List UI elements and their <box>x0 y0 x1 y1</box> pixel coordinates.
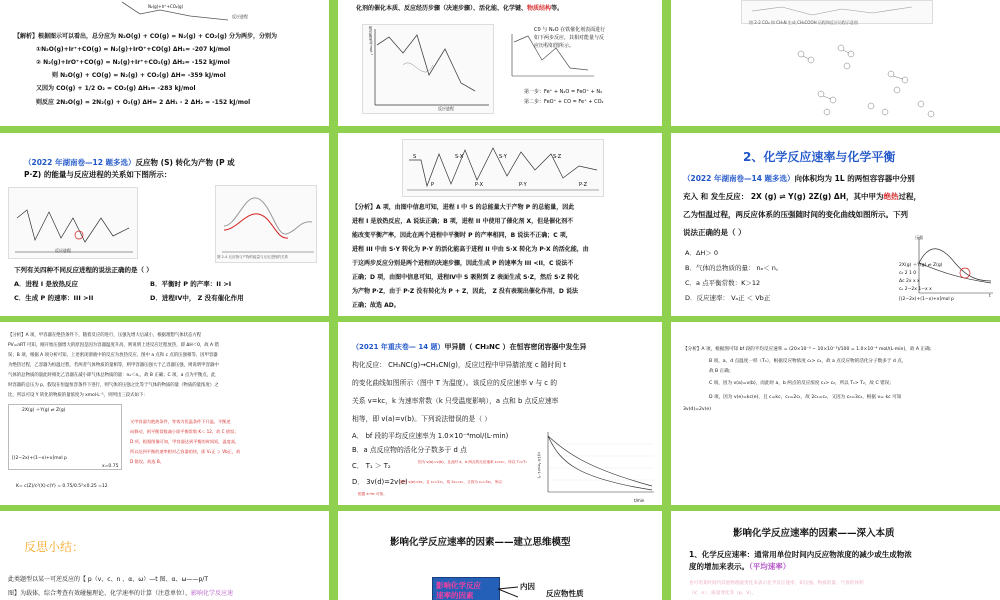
analysis-line-8: 正确；故选 AD。 <box>352 302 400 309</box>
ice-table-row-2: Δc 2x x x <box>899 279 920 284</box>
analysis-line-6: 3v(d)=2v(e) <box>683 407 712 412</box>
analysis-line-6: 时容器的总压为 p，假设在恒温恒容条件下进行，则气体的压强之比等于气体的物质的量（物质的量浓度）之 <box>8 383 219 388</box>
note-line-2: 向移动，则平衡常数减小即平衡常数 K＜ 12，故 C 错误； <box>130 429 239 434</box>
step1-equation: ①N₂O(g)+Ir⁺+CO(g) = N₂(g)+IrO⁺+CO(g) ΔH₁= -207 kJ/mol <box>36 46 231 53</box>
note-line-5: D 错误。故选 B。 <box>130 459 164 464</box>
question-line-2 <box>683 191 921 202</box>
analysis-line-5: 于这两步反应分别是两个进程的决速步骤，因此生成 P 的速率为 III <II，C 说法不 <box>352 260 574 267</box>
analysis-line-2: B 项，a、d 点温度一样（T₁），根据反应物浓度 c₁> c₂，故 a 点反应物的活化分子数多于 d 点， <box>709 359 907 364</box>
connector-lines <box>498 581 518 600</box>
option-b[interactable]: B．a 点反应物的活化分子数多于 d 点 <box>352 446 467 454</box>
equilibrium-constant: K= c(Z)/c²(X)·c(Y) = 0.75/0.5²×0.25 =12 <box>16 484 108 489</box>
factor-box-label: 影响化学反应 速率的因素 <box>436 581 481 600</box>
note-line-3: D 项，根据图像可知，甲容器达到平衡的时间短，温度高， <box>130 439 240 444</box>
internal-factor-label: 内因 <box>520 582 535 591</box>
total-equation: 则 N₂O(g) + CO(g) = N₂(g) + CO₂(g) ΔH= -359 kJ/mol <box>52 72 226 79</box>
pressure-formula: [(2−2x)+(1−x)+x]mol p <box>12 456 67 461</box>
summary-line-2 <box>8 589 233 598</box>
note-line-2: （V、n）、质量变化等（p、V）。 <box>689 591 757 596</box>
note-c: 因为 v(a)=v(b)，且此时 a，b 两点的反应速率 c₁>c₂，所以 T₁>T₂ <box>418 460 527 464</box>
x-axis-label: t <box>989 293 991 298</box>
note-b: 根据 a→b: 可知， <box>358 492 387 496</box>
definition-line-1: 1、化学反应速率：通常用单位时间内反应物浓度的减少或生成物浓 <box>689 550 912 559</box>
question-source: （2022 年湖南卷—12 题多选） <box>24 158 136 167</box>
slide-thumbnail-8[interactable] <box>338 322 662 505</box>
diagram-axis-label: 反应进程 <box>232 14 248 19</box>
analysis-line-6: 正确；D 项，由图中信息可知，进程IV中 S 吸附到 Z 表面生成 S·Z，然后 S·Z 转化 <box>352 274 580 281</box>
average-rate-highlight: （平均速率） <box>749 562 791 571</box>
analysis-line-3: 故 B 正确； <box>709 369 734 374</box>
diagram-top-label: N₂(g)+Ir⁺+CO₂(g) <box>148 4 184 9</box>
option-d[interactable]: D． 3v(d)=2v(e) <box>352 478 408 486</box>
analysis-line-3: 能改变平衡产率，因此在两个进程中平衡时 P 的产率相同，B 说法不正确；C 项， <box>352 232 572 239</box>
species-label: S·Z <box>553 154 562 160</box>
analysis-line-5: 气体的总物质的量此时相比乙容器在减小即气体总物质的量：nₐ＜n꜀，故 B 正确；C 项，a 点为平衡点，此 <box>8 373 216 378</box>
slide-thumbnail-5[interactable] <box>338 133 662 316</box>
species-label: P·Y <box>519 182 527 188</box>
pressure-formula: [(2−2x)+(1−x)+x]mol p <box>899 297 954 302</box>
analysis-line-2: PV=nRT 可知，刚开始压强增大的原因是因为容器温度升高，则说明上述反应过程放热，即 ΔH＜0，故 A 错 <box>8 343 219 348</box>
x-axis-label: 反应进程 <box>438 106 454 111</box>
definition-line-2-text: 度的增加来表示。 <box>689 562 749 571</box>
analysis-line-5: D 项，因为 v(e)=kc(e)，且 c=kc，c₂=2c₁，故 2c₁=c₂，又因为 c₂=3c₂，根据 v= kc 可知 <box>709 395 902 400</box>
energy-process-figure-left <box>8 187 138 259</box>
energy-process-figure-right <box>215 185 317 263</box>
four-process-energy-figure <box>402 139 604 197</box>
ice-table-row-1: c₀ 2 1 0 <box>899 271 917 276</box>
summary-line-1: 此类题型以某一可逆反应的【 p（v、c、n 、α、ω）—t 图、α、ω——p/T <box>8 576 208 583</box>
species-label: S·X <box>455 154 464 160</box>
option-c[interactable]: C．生成 P 的速率：III >II <box>14 294 94 302</box>
note-line-1: 又甲容器为绝热条件，等效为恒温条件下升温，平衡逆 <box>130 419 231 424</box>
question-line-5: 相等，即 v(a)=v(b)。下列说法错误的是（ ） <box>352 415 492 423</box>
option-b[interactable]: B．平衡时 P 的产率：II >I <box>150 280 232 288</box>
question-title-b: 反应物 (S) 转化为产物 (P 或 <box>135 158 235 167</box>
intro-text-a: 化剂的催化本质、反应经历步骤（决速步骤）、活化能、化学键、 <box>356 5 528 12</box>
note-line-4: 所以达到平衡的速率相对乙容器的快，即 Vₐ正 ＞ Vb正，故 <box>130 449 241 454</box>
also-equation: 又因为 CO(g) + 1/2 O₂ = CO₂(g) ΔH₃= -283 kJ/mol <box>36 85 196 92</box>
question-stem: 下列有关四种不同反应进程的说法正确的是（ ） <box>14 266 153 274</box>
question-source: （2021 年重庆卷— 14 题） <box>352 343 445 351</box>
figure-caption: 图 2-2 CO₂ 和 CH₃N 生成 CH₃COOH 历程和反应历程示意图 <box>749 20 858 25</box>
question-line-3: 的变化曲线如图所示（图中 T 为温度）。该反应的反应速率 v 与 c 的 <box>352 379 557 387</box>
question-line-4: 说法正确的是（ ） <box>683 228 746 237</box>
option-a[interactable]: A． bf 段的平均反应速率为 1.0×10⁻⁴mol/(L·min) <box>352 432 509 440</box>
definition-line-2 <box>689 561 790 572</box>
slide-thumbnail-3[interactable] <box>671 0 1000 126</box>
slide-thumbnail-2[interactable] <box>338 0 662 126</box>
summary-title: 反思小结： <box>24 540 85 554</box>
species-label: P <box>431 182 435 188</box>
final-equation: 则反应 2N₂O(g) = 2N₂(g) + O₂(g) ΔH= 2 ΔH₁ - 2 ΔH₂ = -152 kJ/mol <box>36 99 251 106</box>
question-line-1-text: 甲异腈（ CH₃NC ）在恒容密闭容器中发生异 <box>444 343 587 351</box>
question-line-2-text: 充入 和 发生反应： 2X (g) ⇌ Y(g) 2Z(g) ΔH，其中甲为 <box>683 192 884 201</box>
analysis-line-4: C 项，因为 v(a)=v(b)，而此时 a，b 两点的反应浓度 c₁> c₂，所以 T₁> T₂，故 C 错误； <box>709 381 894 386</box>
slide-title: 影响化学反应速率的因素——深入本质 <box>733 528 895 539</box>
step1-text: 第一步：Fe⁺ + N₂O = FeO⁺ + N₂ <box>524 89 603 95</box>
x-value: x=0.75 <box>102 464 119 469</box>
analysis-line-2: 进程 I 是放热反应，A 说法正确；B 项，进程 II 中使用了催化剂 X，但是催化剂不 <box>352 218 574 225</box>
question-line-4: 关系 v=kc，k 为速率常数（k 只受温度影响），a 点和 b 点反应速率 <box>352 397 559 405</box>
analysis-line-7: 比，所以可设 Y 转化的物质的量浓度为 xmol·L⁻¹，则列出三段式如下： <box>8 393 148 398</box>
species-label: S <box>413 154 417 160</box>
slide-thumbnail-11[interactable] <box>338 511 662 600</box>
slide-thumbnail-1[interactable] <box>0 0 329 126</box>
slide-title: 影响化学反应速率的因素——建立思维模型 <box>390 537 571 548</box>
question-line-2-end: 过程， <box>898 192 922 201</box>
slide-thumbnail-7[interactable] <box>0 322 329 505</box>
analysis-text: 【解析】根据图示可以看出，总分应为 N₂O(g) + CO(g) = N₂(g) + CO₂(g) 分为两步，分别为 <box>14 33 277 40</box>
question-source: （2022 年湖南卷—14 题多选） <box>683 174 795 183</box>
option-d[interactable]: D．进程IV中， Z 没有催化作用 <box>150 294 244 302</box>
y-axis-label: 相对能量/kJ·mol⁻¹ <box>369 26 373 56</box>
option-d[interactable]: D．反应速率： Vₐ正 ＜ Vb正 <box>685 294 771 302</box>
note-line-3: 应历程如图所示。 <box>534 43 575 49</box>
species-label: P·Z <box>579 182 588 188</box>
species-label: P·X <box>475 182 484 188</box>
note-line-1: C0 与 N₂O 在铁催化剂表面进行 <box>534 27 606 33</box>
intro-line <box>356 4 563 13</box>
figure-axis-label: 反应进程 <box>55 248 71 253</box>
slide-thumbnail-12[interactable] <box>671 511 1000 600</box>
ice-table-row-3: cₑ 2−2x 1−x x <box>899 287 932 292</box>
option-a[interactable]: A．ΔH＞ 0 <box>685 249 718 257</box>
slide-thumbnail-10[interactable] <box>0 511 329 600</box>
analysis-line-1: 【分析】A 项，甲容器在绝热条件下，随着反应的进行，压强先增大后减小，根据理想气体状态方程 <box>8 333 202 338</box>
x-axis-label: t/min <box>634 498 645 503</box>
analysis-line-1: 【分析】A 项，根据图可知 bf 段的平均反应速率 = (20×10⁻³ − 10×10⁻³)/100 = 1.0×10⁻⁴ mol/(L·min)，故 A 正确； <box>683 347 935 352</box>
note-line-1: 也可用某时间内其他物理量变化来表示化学反应速率，如压强、物质的量、气体的体积 <box>689 581 864 586</box>
slide-thumbnail-6[interactable] <box>671 133 1000 316</box>
question-title <box>24 157 235 168</box>
option-a[interactable]: A．进程 I 是放热反应 <box>14 280 78 288</box>
figure-caption: 图 2-4 反应物与产物的能量与反应进程的关系 <box>217 255 288 259</box>
intro-text-highlight: 物质结构 <box>527 5 552 12</box>
adiabatic-highlight: 绝热 <box>883 192 899 201</box>
option-b[interactable]: B．气体的总物质的量： nₐ＜ n꜀ <box>685 264 779 272</box>
question-line-1-text: 向体积均为 1L 的两恒容容器中分别 <box>794 174 915 183</box>
option-c[interactable]: C． T₁ ＞ T₂ <box>352 462 391 470</box>
step2-equation: ② N₂(g)+IrO⁺+CO(g) = N₂(g)+Ir⁺+CO₂(g) ΔH₂= -152 kJ/mol <box>36 59 230 66</box>
section-heading: 2、化学反应速率与化学平衡 <box>743 150 896 164</box>
analysis-line-4: 进程 III 中由 S·Y 转化为 P·Y 的活化能高于进程 II 中由 S·X 转化为 P·X 的活化能，由 <box>352 246 589 253</box>
option-c[interactable]: C．a 点平衡常数：K＞12 <box>685 279 761 287</box>
y-axis-label: 压强 <box>915 235 923 240</box>
question-line-3: 乙为恒温过程，两反应体系的压强随时间的变化曲线如图所示。下列 <box>683 210 908 219</box>
question-title-c: P·Z) 的能量与反应进程的关系如下图所示： <box>24 170 172 179</box>
note-d: 因为 v(e)=kc，且 c₂=2c₁，故 2c₂=c₁，又因为 c₂=3c₂，所以 <box>400 480 502 484</box>
slide-thumbnail-4[interactable] <box>0 133 329 316</box>
question-line-1 <box>352 342 586 352</box>
note-line-2: 如下两步反应，其相对能量与反 <box>534 35 605 41</box>
analysis-line-7: 为产物 P·Z，由于 P·Z 没有转化为 P + Z，因此， Z 没有表现出催化作用，D 说法 <box>352 288 578 295</box>
energy-profile-figure <box>362 24 494 114</box>
question-line-1 <box>683 173 915 184</box>
analysis-line-3: 误；B 项，根据 A 项分析可知，上述密闭溶液中的反应为放热反应，图中 a 点和 c 点的压强相等，因甲容器 <box>8 353 218 358</box>
slide-thumbnail-9[interactable] <box>671 322 1000 505</box>
molecular-structures <box>781 34 951 122</box>
summary-line-2-highlight: 影响化学反应速 <box>191 590 234 597</box>
step2-text: 第二步：FeO⁺ + CO = Fe⁺ + CO₂ <box>524 99 604 105</box>
ice-table-head: 2X(g) ＋Y(g) ⇌ Z(g) <box>899 263 943 268</box>
ice-table-head: 2X(g) ＋Y(g) ⇌ Z(g) <box>22 408 66 413</box>
summary-line-2-text: 图】为载体，综合考查有效碰撞理论、化学速率的计算（注意单位）、 <box>8 590 192 597</box>
analysis-line-4: 为绝热过程，乙容器为恒温过程，若两者气体物质的量相等，则甲容器压强大于乙容器压强，则说明甲容器中 <box>8 363 219 368</box>
y-axis-label: c/(10⁻³mol·L⁻¹) <box>537 452 541 479</box>
intro-text-c: 等。 <box>551 5 564 12</box>
concentration-time-figure <box>536 428 658 502</box>
species-label: S·Y <box>499 154 507 160</box>
analysis-line-1: 【分析】A 项，由图中信息可知，进程 I 中 S 的总能量大于产物 P 的总能量，因此 <box>352 204 575 211</box>
internal-factor-desc: 反应物性质 <box>546 589 584 598</box>
question-line-2: 构化反应： CH₃NC(g)→CH₃CN(g)，反应过程中甲异腈浓度 c 随时间 t <box>352 361 566 369</box>
